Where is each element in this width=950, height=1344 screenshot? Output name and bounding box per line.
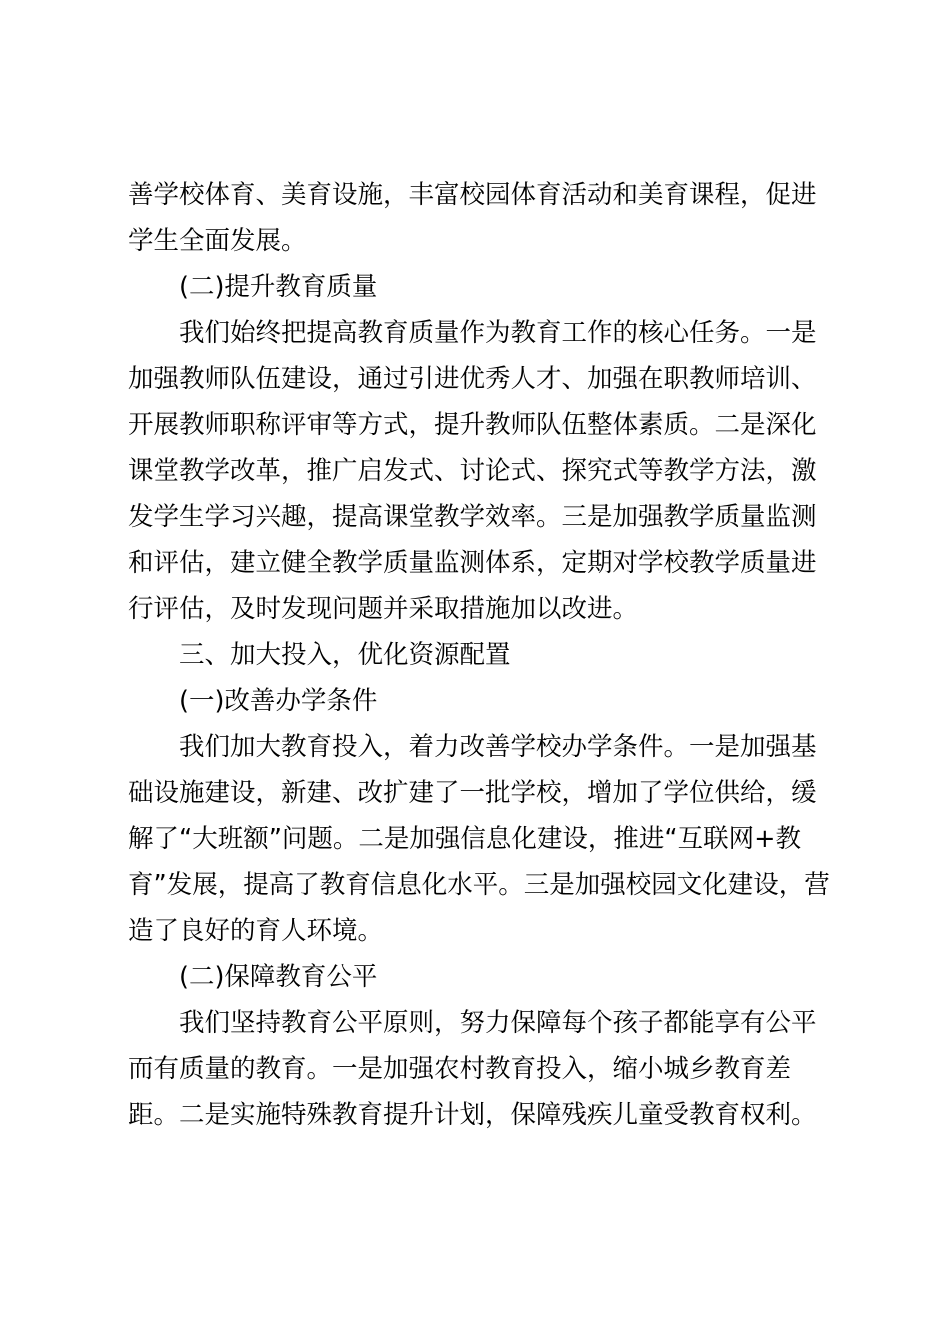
section-heading: (一)改善办学条件 — [179, 686, 378, 716]
text-line: 造了良好的育人环境。 — [128, 916, 384, 946]
text-line: 善学校体育、美育设施，丰富校园体育活动和美育课程，促进 — [128, 180, 817, 210]
section-heading: (二)提升教育质量 — [179, 272, 378, 302]
text-line: 我们坚持教育公平原则，努力保障每个孩子都能享有公平 — [179, 1008, 817, 1038]
text-line: 加强教师队伍建设，通过引进优秀人才、加强在职教师培训、 — [128, 364, 817, 394]
text-line: 我们始终把提高教育质量作为教育工作的核心任务。一是 — [179, 318, 817, 348]
section-heading: (二)保障教育公平 — [179, 962, 378, 992]
text-line: 和评估，建立健全教学质量监测体系，定期对学校教学质量进 — [128, 548, 817, 578]
text-line: 发学生学习兴趣，提高课堂教学效率。三是加强教学质量监测 — [128, 502, 817, 532]
text-line: 开展教师职称评审等方式，提升教师队伍整体素质。二是深化 — [128, 410, 817, 440]
document-body — [128, 172, 828, 1138]
section-heading: 三、加大投入，优化资源配置 — [179, 640, 511, 670]
text-line: 解了“大班额”问题。二是加强信息化建设，推进“互联网+教 — [128, 824, 801, 854]
text-line: 距。二是实施特殊教育提升计划，保障残疾儿童受教育权利。 — [128, 1100, 817, 1130]
text-line: 础设施建设，新建、改扩建了一批学校，增加了学位供给，缓 — [128, 778, 817, 808]
text-line: 而有质量的教育。一是加强农村教育投入，缩小城乡教育差 — [128, 1054, 792, 1084]
text-line: 行评估，及时发现问题并采取措施加以改进。 — [128, 594, 639, 624]
text-line: 课堂教学改革，推广启发式、讨论式、探究式等教学方法，激 — [128, 456, 817, 486]
text-line: 学生全面发展。 — [128, 226, 307, 256]
text-line: 我们加大教育投入，着力改善学校办学条件。一是加强基 — [179, 732, 817, 762]
text-line: 育”发展，提高了教育信息化水平。三是加强校园文化建设，营 — [128, 870, 830, 900]
